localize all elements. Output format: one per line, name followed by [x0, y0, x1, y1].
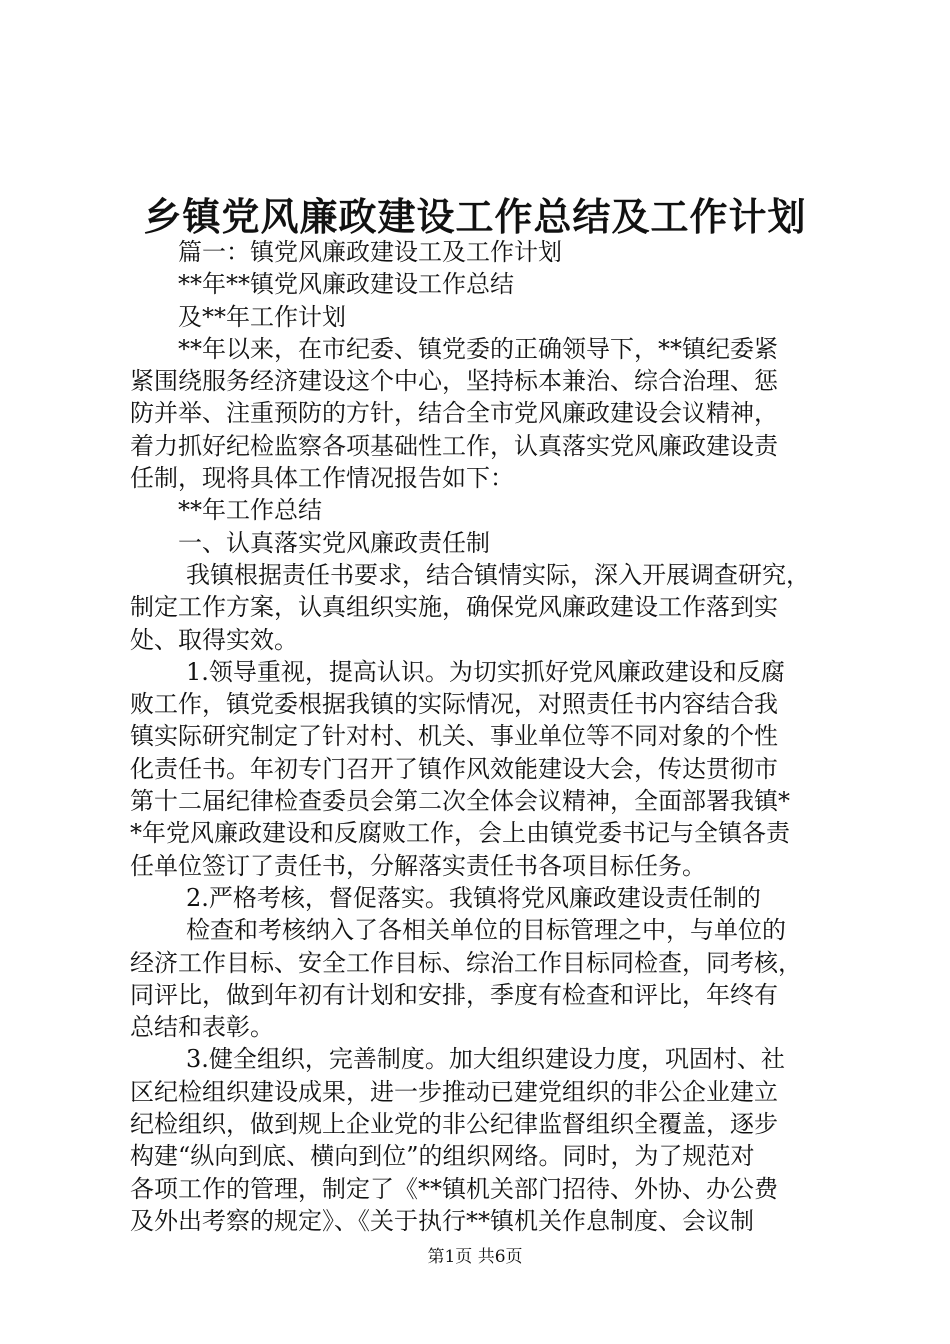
- body-line: 构建“纵向到底、横向到位”的组织网络。同时，为了规范对: [130, 1142, 755, 1171]
- body-line: 2.严格考核，督促落实。我镇将党风廉政建设责任制的: [186, 883, 761, 912]
- body-line: **年**镇党风廉政建设工作总结: [178, 270, 514, 299]
- body-line: 纪检组织，做到规上企业党的非公纪律监督组织全覆盖，逐步: [130, 1110, 778, 1139]
- body-line: **年工作总结: [178, 496, 322, 525]
- body-line: 区纪检组织建设成果，进一步推动已建党组织的非公企业建立: [130, 1077, 778, 1106]
- body-line: *年党风廉政建设和反腐败工作，会上由镇党委书记与全镇各责: [130, 819, 790, 848]
- body-line: 制定工作方案，认真组织实施，确保党风廉政建设工作落到实: [130, 593, 778, 622]
- body-line: 镇实际研究制定了针对村、机关、事业单位等不同对象的个性: [130, 722, 778, 751]
- body-line: 我镇根据责任书要求，结合镇情实际，深入开展调查研究，: [186, 560, 810, 589]
- body-line: 篇一：镇党风廉政建设工及工作计划: [178, 238, 562, 266]
- body-line: 3.健全组织，完善制度。加大组织建设力度，巩固村、社: [186, 1045, 785, 1074]
- body-line: 各项工作的管理，制定了《**镇机关部门招待、外协、办公费: [130, 1174, 778, 1203]
- page-footer: 第1页 共6页: [427, 1247, 523, 1267]
- document-title: 乡镇党风廉政建设工作总结及工作计划: [143, 194, 807, 239]
- document-body: [130, 236, 830, 1237]
- body-line: 败工作，镇党委根据我镇的实际情况，对照责任书内容结合我: [130, 690, 778, 719]
- body-line: 处、取得实效。: [130, 625, 298, 654]
- body-line: 化责任书。年初专门召开了镇作风效能建设大会，传达贯彻市: [130, 754, 778, 783]
- body-line: 紧围绕服务经济建设这个中心，坚持标本兼治、综合治理、惩: [130, 367, 778, 396]
- body-line: 总结和表彰。: [130, 1013, 274, 1042]
- body-line: **年以来，在市纪委、镇党委的正确领导下，**镇纪委紧: [178, 334, 778, 363]
- body-line: 检查和考核纳入了各相关单位的目标管理之中，与单位的: [186, 916, 786, 945]
- body-line: 第十二届纪律检查委员会第二次全体会议精神，全面部署我镇*: [130, 787, 790, 816]
- body-line: 同评比，做到年初有计划和安排，季度有检查和评比，年终有: [130, 980, 778, 1009]
- body-line: 1.领导重视，提高认识。为切实抓好党风廉政建设和反腐: [186, 657, 785, 686]
- body-line: 及**年工作计划: [178, 302, 346, 331]
- body-line: 着力抓好纪检监察各项基础性工作，认真落实党风廉政建设责: [130, 431, 778, 460]
- body-line: 防并举、注重预防的方针，结合全市党风廉政建设会议精神，: [130, 399, 778, 428]
- body-line: 及外出考察的规定》、《关于执行**镇机关作息制度、会议制: [130, 1206, 754, 1235]
- body-line: 一、认真落实党风廉政责任制: [178, 528, 490, 557]
- body-line: 经济工作目标、安全工作目标、综治工作目标同检查，同考核，: [130, 948, 802, 977]
- body-line: 任单位签订了责任书，分解落实责任书各项目标任务。: [130, 851, 706, 880]
- body-line: 任制，现将具体工作情况报告如下：: [130, 464, 514, 493]
